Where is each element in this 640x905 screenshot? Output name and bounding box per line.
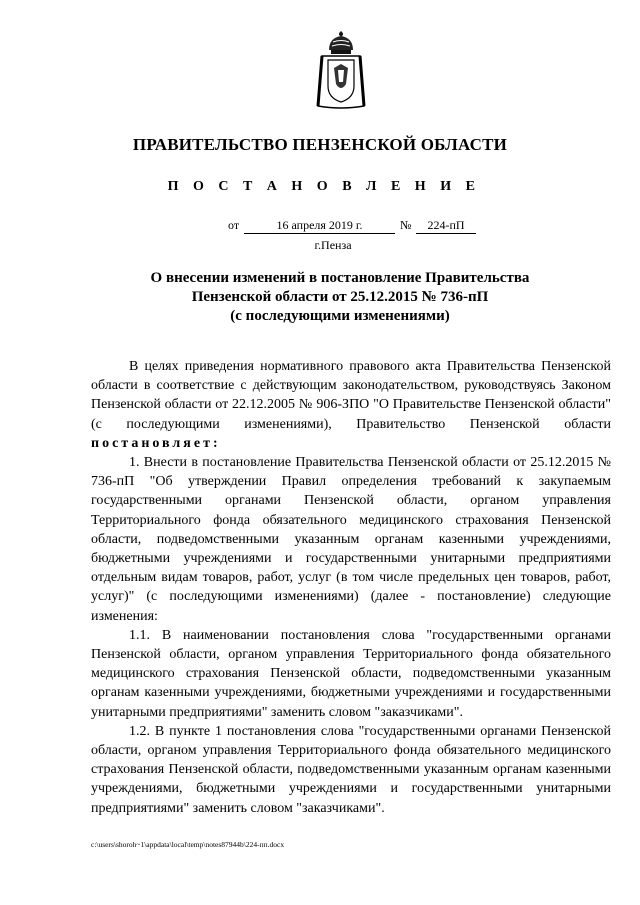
subject-line-3: (с последующими изменениями) bbox=[230, 308, 450, 324]
item-1-paragraph: 1. Внести в постановление Правительства Пензенской области от 25.12.2015 № 736-пП "Об утверждении Правил определения требований к закупаемым государственными органами Пензенской области, органом управления Территориального фонда обязательного медицинского страхования Пензенской области, подведомственными указанным органам казенными учреждениями, бюджетными учреждениями и государственными унитарными предприятиями отдельным видам товаров, работ, услуг (в том числе предельных цен товаров, работ, услуг)" (с последующими изменениями) (далее - постановление) следующие изменения: bbox=[91, 455, 611, 624]
subject-line-2: Пензенской области от 25.12.2015 № 736-пП bbox=[191, 289, 489, 305]
government-name: ПРАВИТЕЛЬСТВО ПЕНЗЕНСКОЙ ОБЛАСТИ bbox=[132, 135, 508, 154]
document-body bbox=[91, 357, 611, 818]
preamble-paragraph bbox=[91, 357, 611, 453]
document-subject bbox=[120, 269, 560, 326]
file-path-footer: c:\users\shoroh~1\appdata\local\temp\notes87944b\224-пп.docx bbox=[91, 840, 285, 849]
document-type: П О С Т А Н О В Л Е Н И Е bbox=[167, 179, 481, 194]
item-1-2-paragraph: 1.2. В пункте 1 постановления слова "государственными органами Пензенской области, органом управления Территориального фонда обязательного медицинского страхования Пензенской области, подведомственными указанным органам казенными учреждениями, бюджетными учреждениями и государственными унитарными предприятиями" заменить словом "заказчиками". bbox=[91, 723, 611, 816]
document-number: 224-пП bbox=[416, 218, 476, 234]
date-number-line bbox=[0, 218, 640, 236]
coat-of-arms-icon bbox=[316, 30, 366, 110]
item-1-1-paragraph: 1.1. В наименовании постановления слова "государственными органами Пензенской области, органом управления Территориального фонда обязательного медицинского страхования Пензенской области, подведомственными указанным органам казенными учреждениями, бюджетными учреждениями и государственными унитарными предприятиями" заменить словом "заказчиками". bbox=[91, 627, 611, 720]
date-prefix: от bbox=[228, 218, 240, 232]
subject-line-1: О внесении изменений в постановление Правительства bbox=[150, 270, 530, 286]
number-prefix: № bbox=[400, 218, 412, 232]
preamble-text: В целях приведения нормативного правового акта Правительства Пензенской области в соответствие с действующим законодательством, руководствуясь Законом Пензенской области от 22.12.2005 № 906-ЗПО "О Правительстве Пензенской области" (с последующими изменениями), Правительство Пензенской области bbox=[91, 359, 611, 432]
city-name: г.Пенза bbox=[314, 238, 352, 252]
document-date: 16 апреля 2019 г. bbox=[244, 218, 395, 234]
resolves-word: постановляет: bbox=[91, 435, 221, 451]
